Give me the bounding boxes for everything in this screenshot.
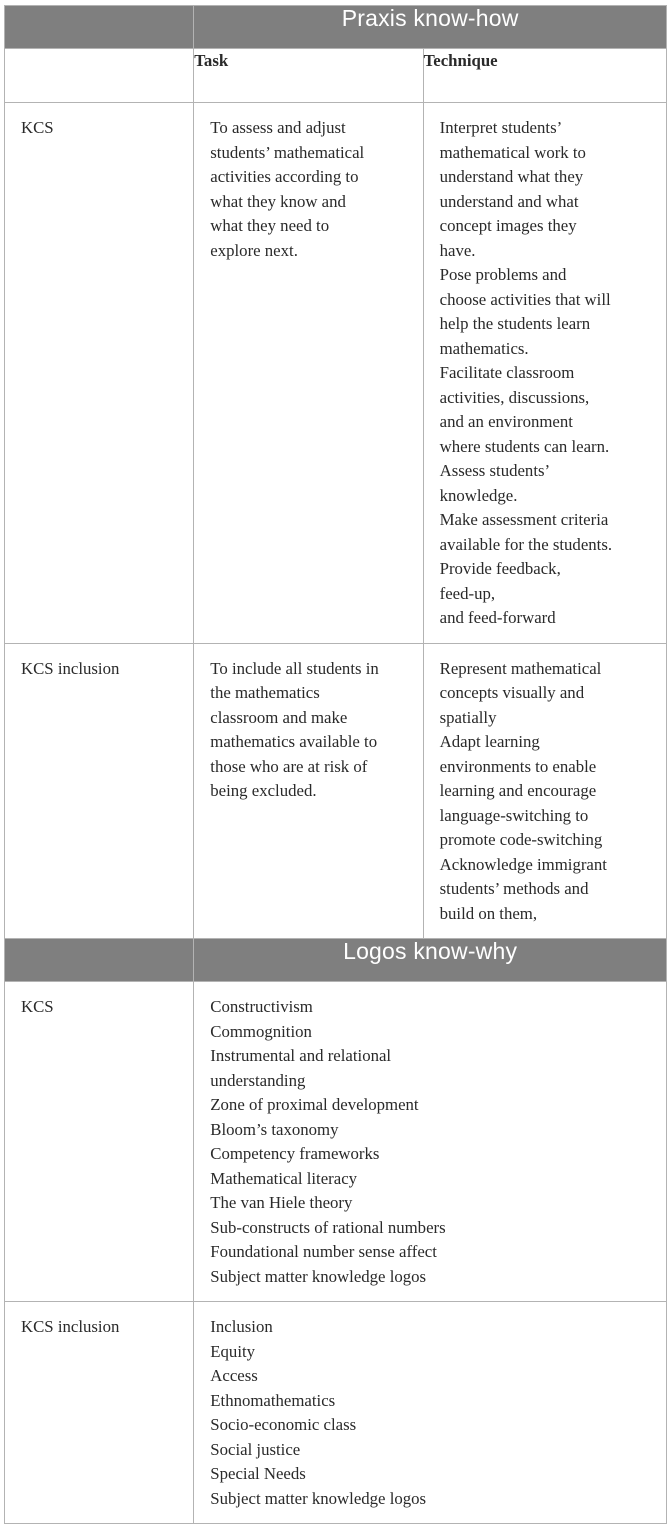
text-line: learning and encourage [439, 781, 597, 800]
text-line: have. [439, 240, 476, 260]
text-line: the mathematics [210, 683, 320, 702]
text-line: and an environment [439, 412, 573, 431]
text-line: where students can learn. [439, 436, 610, 456]
text-line: activities, discussions, [439, 387, 590, 407]
header-blank [5, 49, 194, 103]
text-line: Assess students’ [439, 461, 551, 480]
list-item: Socio-economic class [210, 1415, 357, 1434]
praxis-band [5, 6, 667, 49]
list-item: understanding [210, 1070, 306, 1090]
logos-row-kcs [5, 982, 667, 1302]
text-line: mathematical work to [439, 142, 586, 162]
list-item: Equity [210, 1341, 256, 1361]
list-item: Instrumental and relational [210, 1046, 392, 1065]
logos-row-kcs-inclusion [5, 1302, 667, 1524]
text-line: explore next. [210, 240, 298, 260]
text-line: and feed-forward [439, 608, 556, 627]
list-item: Bloom’s taxonomy [210, 1119, 339, 1139]
text-line: those who are at risk of [210, 756, 368, 776]
praxis-band-blank [5, 6, 194, 49]
text-line: To assess and adjust [210, 118, 346, 137]
text-line: available for the students. [439, 534, 613, 554]
text-line: Adapt learning [439, 732, 540, 751]
list-item: Sub-constructs of rational numbers [210, 1217, 446, 1237]
row-label: KCS [5, 982, 194, 1302]
text-line: mathematics. [439, 338, 529, 358]
text-line: mathematics available to [210, 732, 378, 751]
text-line: help the students learn [439, 314, 591, 333]
text-line: students’ methods and [439, 879, 589, 898]
list-item: Foundational number sense affect [210, 1242, 437, 1261]
text-line: what they know and [210, 191, 346, 211]
list-item: Subject matter knowledge logos [210, 1266, 427, 1286]
text-line: Acknowledge immigrant [439, 854, 607, 874]
list-item: Commognition [210, 1021, 312, 1041]
list-item: Inclusion [210, 1317, 273, 1336]
text-line: activities according to [210, 167, 359, 186]
technique-header: Technique [423, 49, 666, 103]
text-line: Represent mathematical [439, 658, 602, 678]
text-line: Interpret students’ [439, 118, 563, 137]
list-item: The van Hiele theory [210, 1193, 353, 1212]
praxis-row-kcs [5, 103, 667, 644]
list-item: Competency frameworks [210, 1144, 380, 1163]
text-line: concepts visually and [439, 683, 585, 702]
logos-items-cell [194, 982, 667, 1302]
text-line: Pose problems and [439, 265, 567, 284]
text-line: Facilitate classroom [439, 363, 575, 382]
logos-title: Logos know-why [194, 939, 667, 982]
task-cell [194, 103, 423, 644]
text-line: knowledge. [439, 485, 518, 505]
task-cell [194, 643, 423, 939]
row-label: KCS inclusion [5, 1302, 194, 1524]
task-header: Task [194, 49, 423, 103]
praxis-row-kcs-inclusion [5, 643, 667, 939]
text-line: choose activities that will [439, 289, 611, 309]
list-item: Zone of proximal development [210, 1095, 419, 1114]
row-label: KCS inclusion [5, 643, 194, 939]
list-item: Ethnomathematics [210, 1390, 336, 1410]
text-line: Provide feedback, [439, 559, 561, 578]
text-line: what they need to [210, 216, 330, 235]
text-line: environments to enable [439, 756, 597, 776]
text-line: promote code-switching [439, 830, 603, 849]
list-item: Special Needs [210, 1464, 306, 1483]
text-line: classroom and make [210, 707, 348, 727]
technique-cell [423, 103, 666, 644]
logos-items-cell [194, 1302, 667, 1524]
row-label: KCS [5, 103, 194, 644]
list-item: Constructivism [210, 997, 313, 1016]
text-line: spatially [439, 707, 497, 727]
text-line: concept images they [439, 216, 577, 235]
text-line: Make assessment criteria [439, 510, 609, 529]
text-line: students’ mathematical [210, 142, 365, 162]
text-line: feed-up, [439, 583, 496, 603]
text-line: being excluded. [210, 781, 317, 800]
text-line: language-switching to [439, 805, 589, 825]
list-item: Access [210, 1366, 258, 1385]
list-item: Mathematical literacy [210, 1168, 358, 1188]
praxis-title: Praxis know-how [194, 6, 667, 49]
text-line: To include all students in [210, 658, 379, 678]
text-line: understand and what [439, 191, 579, 211]
logos-band-blank [5, 939, 194, 982]
technique-cell [423, 643, 666, 939]
logos-band [5, 939, 667, 982]
list-item: Social justice [210, 1439, 301, 1459]
praxis-header-row [5, 49, 667, 103]
text-line: build on them, [439, 903, 538, 923]
list-item: Subject matter knowledge logos [210, 1488, 427, 1508]
text-line: understand what they [439, 167, 584, 186]
know-how-table [4, 5, 667, 1524]
